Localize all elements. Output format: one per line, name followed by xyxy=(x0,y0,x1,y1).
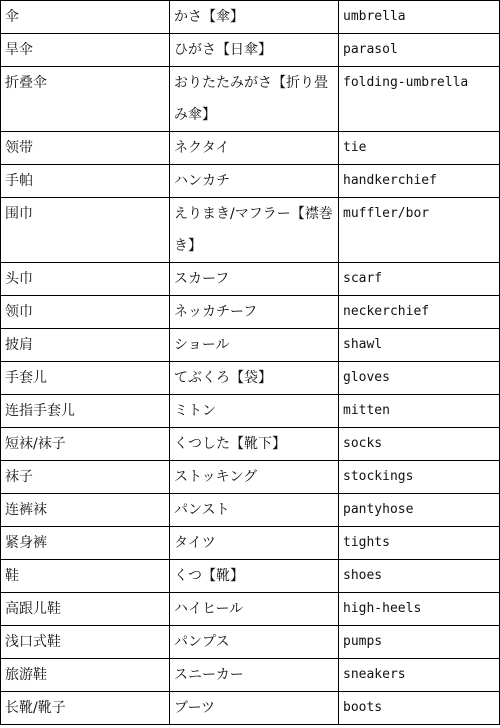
japanese-term-cell: てぶくろ【袋】 xyxy=(170,362,339,395)
table-row xyxy=(1,198,500,263)
table-row xyxy=(1,527,500,560)
japanese-term-cell: ブーツ xyxy=(170,692,339,725)
japanese-term-cell: かさ【傘】 xyxy=(170,1,339,34)
chinese-term-cell: 鞋 xyxy=(1,560,170,593)
vocabulary-table-body xyxy=(1,1,500,725)
japanese-term-cell: ハンカチ xyxy=(170,165,339,198)
chinese-term-cell: 高跟儿鞋 xyxy=(1,593,170,626)
chinese-term-cell: 浅口式鞋 xyxy=(1,626,170,659)
table-row xyxy=(1,362,500,395)
table-row xyxy=(1,593,500,626)
japanese-term-cell: おりたたみがさ【折り畳み傘】 xyxy=(170,67,339,132)
table-row xyxy=(1,67,500,132)
english-term-cell: pantyhose xyxy=(339,494,500,527)
english-term-cell: shawl xyxy=(339,329,500,362)
table-row xyxy=(1,132,500,165)
english-term-cell: folding-umbrella xyxy=(339,67,500,132)
japanese-term-cell: スカーフ xyxy=(170,263,339,296)
chinese-term-cell: 披肩 xyxy=(1,329,170,362)
japanese-term-cell: ハイヒール xyxy=(170,593,339,626)
chinese-term-cell: 手套儿 xyxy=(1,362,170,395)
chinese-term-cell: 手帕 xyxy=(1,165,170,198)
english-term-cell: gloves xyxy=(339,362,500,395)
english-term-cell: sneakers xyxy=(339,659,500,692)
english-term-cell: muffler/bor xyxy=(339,198,500,263)
japanese-term-cell: ショール xyxy=(170,329,339,362)
chinese-term-cell: 领巾 xyxy=(1,296,170,329)
japanese-term-cell: くつ【靴】 xyxy=(170,560,339,593)
english-term-cell: umbrella xyxy=(339,1,500,34)
japanese-term-cell: ストッキング xyxy=(170,461,339,494)
japanese-term-cell: ネッカチーフ xyxy=(170,296,339,329)
chinese-term-cell: 头巾 xyxy=(1,263,170,296)
table-row xyxy=(1,395,500,428)
chinese-term-cell: 长靴/靴子 xyxy=(1,692,170,725)
chinese-term-cell: 袜子 xyxy=(1,461,170,494)
japanese-term-cell: ミトン xyxy=(170,395,339,428)
table-row xyxy=(1,494,500,527)
english-term-cell: mitten xyxy=(339,395,500,428)
table-row xyxy=(1,1,500,34)
table-row xyxy=(1,34,500,67)
english-term-cell: high-heels xyxy=(339,593,500,626)
english-term-cell: handkerchief xyxy=(339,165,500,198)
table-row xyxy=(1,626,500,659)
chinese-term-cell: 短袜/袜子 xyxy=(1,428,170,461)
english-term-cell: boots xyxy=(339,692,500,725)
chinese-term-cell: 旱伞 xyxy=(1,34,170,67)
table-row xyxy=(1,692,500,725)
chinese-term-cell: 围巾 xyxy=(1,198,170,263)
japanese-term-cell: くつした【靴下】 xyxy=(170,428,339,461)
english-term-cell: neckerchief xyxy=(339,296,500,329)
english-term-cell: stockings xyxy=(339,461,500,494)
english-term-cell: tie xyxy=(339,132,500,165)
english-term-cell: socks xyxy=(339,428,500,461)
english-term-cell: pumps xyxy=(339,626,500,659)
chinese-term-cell: 伞 xyxy=(1,1,170,34)
table-row xyxy=(1,165,500,198)
japanese-term-cell: ネクタイ xyxy=(170,132,339,165)
chinese-term-cell: 连裤袜 xyxy=(1,494,170,527)
table-row xyxy=(1,263,500,296)
japanese-term-cell: スニーカー xyxy=(170,659,339,692)
chinese-term-cell: 折叠伞 xyxy=(1,67,170,132)
english-term-cell: shoes xyxy=(339,560,500,593)
english-term-cell: tights xyxy=(339,527,500,560)
chinese-term-cell: 紧身裤 xyxy=(1,527,170,560)
japanese-term-cell: パンスト xyxy=(170,494,339,527)
english-term-cell: scarf xyxy=(339,263,500,296)
table-row xyxy=(1,329,500,362)
table-row xyxy=(1,461,500,494)
table-row xyxy=(1,428,500,461)
english-term-cell: parasol xyxy=(339,34,500,67)
table-row xyxy=(1,560,500,593)
table-row xyxy=(1,296,500,329)
chinese-term-cell: 旅游鞋 xyxy=(1,659,170,692)
chinese-term-cell: 领带 xyxy=(1,132,170,165)
japanese-term-cell: パンプス xyxy=(170,626,339,659)
japanese-term-cell: ひがさ【日傘】 xyxy=(170,34,339,67)
japanese-term-cell: タイツ xyxy=(170,527,339,560)
japanese-term-cell: えりまき/マフラー【襟巻き】 xyxy=(170,198,339,263)
table-row xyxy=(1,659,500,692)
chinese-term-cell: 连指手套儿 xyxy=(1,395,170,428)
